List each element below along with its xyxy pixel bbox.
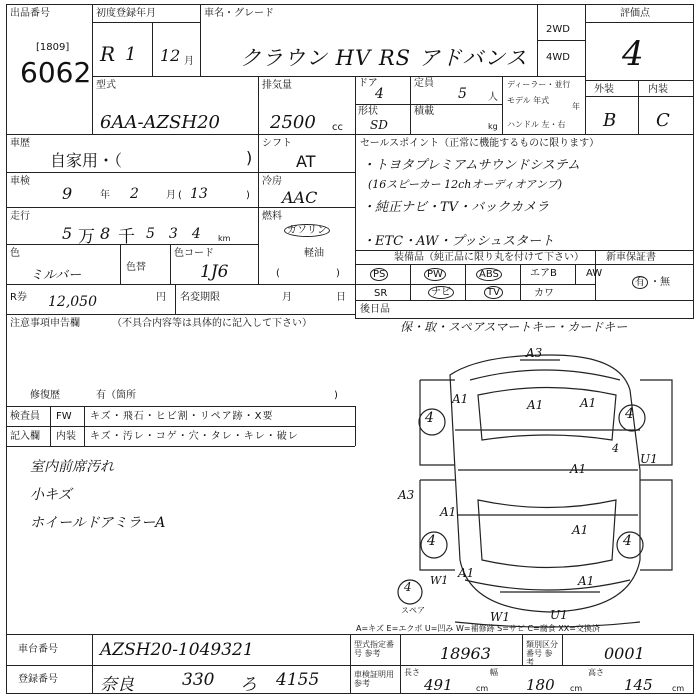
year-unit: 年 xyxy=(572,102,580,111)
tire-mark-rr: 4 xyxy=(623,533,632,549)
tire-mark-rl: 4 xyxy=(427,533,436,549)
interior-label: 内装 xyxy=(648,84,668,95)
warranty-yes: 有 xyxy=(632,276,648,289)
fuel-open: ( xyxy=(276,268,280,279)
lot-number: 6062 xyxy=(20,56,92,89)
damage-mark-u1-2: U1 xyxy=(550,608,568,622)
in-label: 内装 xyxy=(56,431,76,442)
tire-mark-spare: 4 xyxy=(404,580,412,594)
damage-mark-a1-8: A1 xyxy=(458,566,475,580)
lot-sub: [1809] xyxy=(36,42,70,53)
color-label: 色 xyxy=(10,248,20,259)
warranty-no: ・無 xyxy=(650,277,670,288)
tire-mark-extra-1: 4 xyxy=(612,442,619,455)
grade-label: 評価点 xyxy=(620,8,650,19)
name-change-month: 月 xyxy=(282,292,292,303)
first-reg-month: 12 xyxy=(160,46,181,65)
first-reg-era: R xyxy=(100,42,116,66)
equip-pw: PW xyxy=(424,268,446,281)
length-unit: cm xyxy=(476,684,489,693)
displacement-value: 2500 xyxy=(270,112,316,133)
car-name: クラウン HV RS アドバンス xyxy=(240,46,528,70)
name-change-label: 名変期限 xyxy=(180,292,220,303)
damage-mark-a3-side: A3 xyxy=(398,488,415,502)
chassis-label: 車台番号 xyxy=(18,644,58,655)
fuel-label: 燃料 xyxy=(262,211,282,222)
mileage-label: 走行 xyxy=(10,211,30,222)
handwritten-note-3: ホイールドアミラーA xyxy=(30,515,166,531)
month-unit: 月 xyxy=(184,56,194,67)
equipment-label: 装備品（純正品に限り丸を付けて下さい） xyxy=(394,252,584,263)
shaken-year-unit: 年 xyxy=(100,190,110,201)
shift-label: シフト xyxy=(262,138,292,149)
damage-mark-a1-3: A1 xyxy=(580,396,597,410)
notes-label: 注意事項申告欄 xyxy=(10,318,80,329)
equip-tv: TV xyxy=(484,286,503,299)
model-value: 6AA-AZSH20 xyxy=(100,112,220,133)
cert-value: 18963 xyxy=(440,644,491,663)
class-value: 0001 xyxy=(604,644,645,663)
cc-unit: cc xyxy=(332,122,343,133)
grade-value: 4 xyxy=(622,34,644,74)
fuel-diesel: 軽油 xyxy=(304,248,324,259)
fw-label: FW xyxy=(56,411,72,422)
aircon-value: AAC xyxy=(282,188,318,207)
damage-mark-a3-top: A3 xyxy=(526,346,543,360)
shaken-day: 13 xyxy=(190,186,208,202)
plate-pref: 奈良 xyxy=(100,675,134,695)
fw-items: キズ・飛石・ヒビ割・リペア跡・X要 xyxy=(90,411,274,422)
sales-point-1: ・トヨタプレミアムサウンドシステム xyxy=(362,158,581,173)
damage-mark-w1-1: W1 xyxy=(430,574,449,587)
size-label: 車検証明用 参考 xyxy=(354,670,394,688)
damage-mark-a1-1: A1 xyxy=(452,392,469,406)
width-value: 180 xyxy=(526,676,555,694)
equip-abs: ABS xyxy=(476,268,502,281)
name-label: 車名・グレード xyxy=(204,8,274,19)
shaken-month: 2 xyxy=(130,186,139,202)
exterior-value: B xyxy=(603,110,617,131)
equip-airbag: エアB xyxy=(530,268,557,279)
door-value: 4 xyxy=(375,86,384,102)
cert-label: 型式指定番号 参考 xyxy=(354,640,394,658)
color-code-value: 1J6 xyxy=(200,262,229,282)
history-label: 車歴 xyxy=(10,138,30,149)
repair-close: ) xyxy=(334,390,338,401)
color-code-label: 色コード xyxy=(174,248,214,259)
equip-sr: SR xyxy=(374,288,388,299)
equip-aw: AW xyxy=(586,268,603,279)
damage-mark-u1-1: U1 xyxy=(640,452,658,466)
handwritten-note-2: 小キズ xyxy=(30,487,72,503)
equip-navi: ナビ xyxy=(428,286,454,299)
notes-hint: （不具合内容等は具体的に記入して下さい） xyxy=(112,318,312,329)
door-label: ドア xyxy=(358,78,378,89)
equip-ps: PS xyxy=(370,268,388,281)
history-value: 自家用・（ xyxy=(50,151,123,170)
shape-label: 形状 xyxy=(358,106,378,117)
load-label: 積載 xyxy=(414,106,434,117)
height-unit: cm xyxy=(672,684,685,693)
shape-value: SD xyxy=(370,118,388,132)
fuel-gasoline: ガソリン xyxy=(284,224,330,237)
in-items: キズ・汚レ・コゲ・穴・タレ・キレ・破レ xyxy=(90,431,299,442)
capacity-label: 定員 xyxy=(414,78,434,89)
lot-label: 出品番号 xyxy=(10,8,50,19)
shaken-month-unit: 月 xyxy=(166,190,176,201)
equip-kawa: カワ xyxy=(534,288,554,299)
spare-label: スペア xyxy=(401,606,425,615)
shaken-year: 9 xyxy=(62,184,73,203)
recycle-label: R券 xyxy=(10,292,27,303)
shaken-close: ) xyxy=(246,190,250,201)
drive-2wd: 2WD xyxy=(546,24,570,35)
capacity-value: 5 xyxy=(458,86,467,102)
color-change-label: 色替 xyxy=(126,262,146,273)
accessories-label: 後日品 xyxy=(360,304,390,315)
length-label: 長さ xyxy=(404,668,420,677)
history-close: ) xyxy=(246,148,253,167)
plate-class: 330 xyxy=(182,670,215,690)
recycle-value: 12,050 xyxy=(48,294,97,310)
mileage-man-unit: 万 xyxy=(78,227,95,247)
name-change-day: 日 xyxy=(336,292,346,303)
first-reg-year: 1 xyxy=(125,44,137,65)
tire-mark-fr: 4 xyxy=(625,406,634,422)
height-value: 145 xyxy=(624,676,653,694)
plate-label: 登録番号 xyxy=(18,674,58,685)
repair-label: 修復歴 xyxy=(30,390,60,401)
damage-mark-w1-2: W1 xyxy=(490,610,510,624)
repair-value: 有（箇所 xyxy=(96,390,136,401)
damage-mark-a1-5: A1 xyxy=(440,505,457,519)
damage-mark-a1-2: A1 xyxy=(527,398,544,412)
fuel-close: ) xyxy=(336,268,340,279)
person-unit: 人 xyxy=(488,92,498,103)
plate-kana: ろ xyxy=(240,675,257,695)
warranty-label: 新車保証書 xyxy=(606,252,656,263)
first-reg-label: 初度登録年月 xyxy=(96,8,156,19)
accessories-value: 保・取・スペアスマートキー・カードキー xyxy=(400,320,628,334)
chassis-value: AZSH20-1049321 xyxy=(100,640,254,660)
aircon-label: 冷房 xyxy=(262,176,282,187)
mileage-thou: 8 xyxy=(100,224,111,243)
width-label: 幅 xyxy=(490,668,498,677)
recycle-unit: 円 xyxy=(156,292,166,303)
recorder-label: 記入欄 xyxy=(10,431,40,442)
mileage-thou-unit: 千 xyxy=(118,227,135,247)
shaken-label: 車検 xyxy=(10,176,30,187)
sales-point-3: ・純正ナビ・TV・バックカメラ xyxy=(362,200,550,215)
shift-value: AT xyxy=(296,152,316,171)
length-value: 491 xyxy=(424,676,453,694)
sales-points-label: セールスポイント（正常に機能するものに限ります） xyxy=(360,138,600,149)
damage-mark-a1-7: A1 xyxy=(578,574,595,588)
class-label: 類別区分番号 参考 xyxy=(526,640,558,667)
width-unit: cm xyxy=(570,684,583,693)
dealer-label: ディーラー・並行 xyxy=(507,80,571,89)
interior-value: C xyxy=(656,110,670,131)
sales-point-4: ・ETC・AW・プッシュスタート xyxy=(362,234,555,249)
sales-point-2: (16スピーカー 12chオーディオアンプ) xyxy=(368,178,563,191)
model-year-label: モデル 年式 xyxy=(507,96,550,105)
tire-mark-fl: 4 xyxy=(425,410,434,426)
shaken-open: ( xyxy=(178,190,182,201)
inspector-label: 検査員 xyxy=(10,411,40,422)
mileage-rest: 534 xyxy=(146,226,215,242)
model-label: 型式 xyxy=(96,80,116,91)
height-label: 高さ xyxy=(588,668,604,677)
handle-label: ハンドル 左・右 xyxy=(507,120,566,129)
damage-legend: A=キズ E=エクボ U=凹み W=補修跡 S=サビ C=腐食 XX=交換済 xyxy=(356,624,600,633)
damage-mark-a1-6: A1 xyxy=(572,523,589,537)
damage-mark-a1-4: A1 xyxy=(570,462,587,476)
kg-unit: kg xyxy=(488,122,498,131)
drive-4wd: 4WD xyxy=(546,52,570,63)
handwritten-note-1: 室内前席汚れ xyxy=(30,459,114,475)
color-value: ミルバー xyxy=(30,268,82,283)
plate-number: 4155 xyxy=(276,670,320,690)
displacement-label: 排気量 xyxy=(262,80,292,91)
exterior-label: 外装 xyxy=(594,84,614,95)
mileage-man: 5 xyxy=(62,224,73,243)
km-unit: km xyxy=(218,234,231,243)
